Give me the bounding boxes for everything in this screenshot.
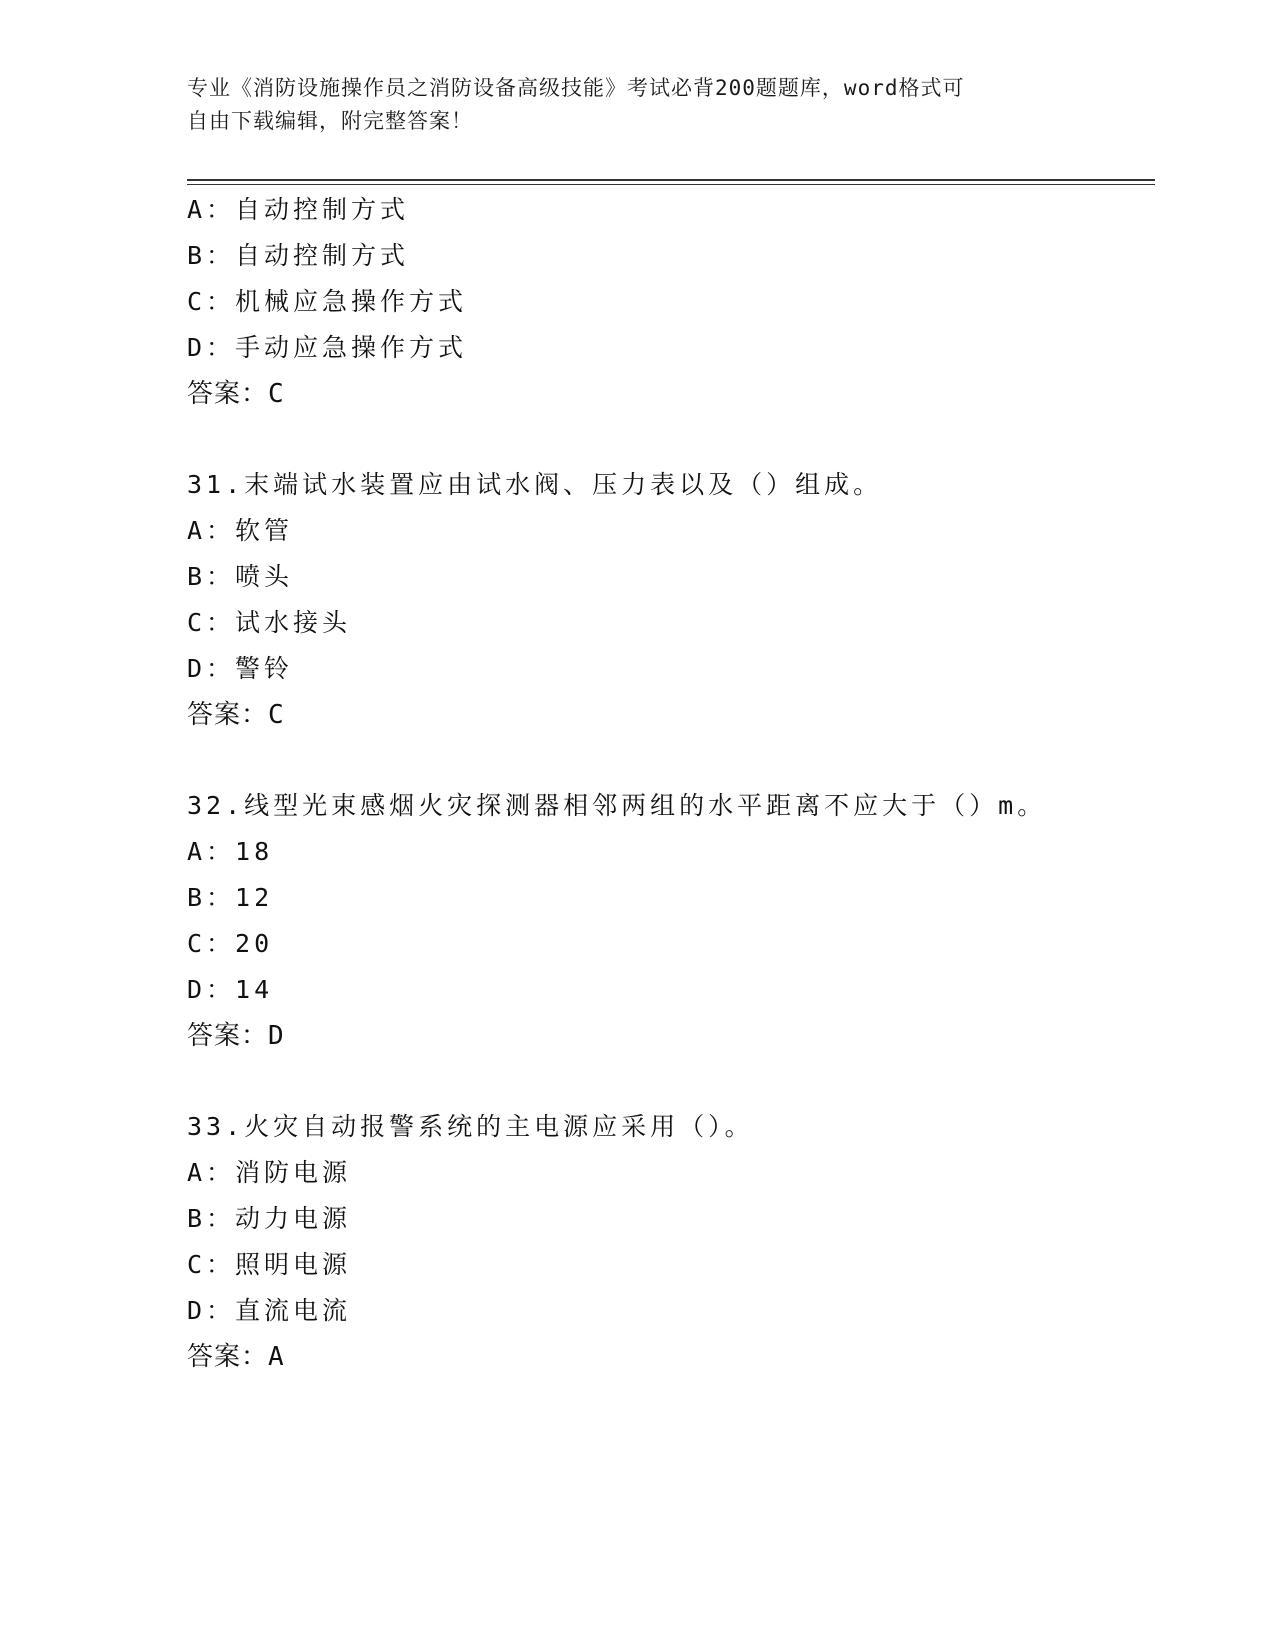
- answer-line: 答案：C: [187, 700, 285, 730]
- question-text: 33.火灾自动报警系统的主电源应采用（）。: [187, 1112, 754, 1141]
- question-33-block: [187, 1104, 1155, 1380]
- answer-line: 答案：C: [187, 379, 285, 409]
- option-b: B：自动控制方式: [187, 241, 410, 270]
- option-d: D：直流电流: [187, 1296, 352, 1325]
- option-b: B：喷头: [187, 562, 294, 591]
- question-text: 31.末端试水装置应由试水阀、压力表以及（）组成。: [187, 470, 883, 499]
- answer-line: 答案：A: [187, 1342, 285, 1372]
- option-c: C：照明电源: [187, 1250, 352, 1279]
- option-a: A：18: [187, 837, 274, 866]
- option-a: A：自动控制方式: [187, 195, 410, 224]
- option-d: D：手动应急操作方式: [187, 333, 468, 362]
- document-header: [187, 72, 1067, 138]
- question-spacer: [187, 738, 1155, 783]
- option-b: B：动力电源: [187, 1204, 352, 1233]
- question-spacer: [187, 417, 1155, 462]
- header-line-1: 专业《消防设施操作员之消防设备高级技能》考试必背200题题库，word格式可: [187, 76, 965, 100]
- header-line-2: 自由下载编辑，附完整答案！: [187, 109, 473, 133]
- option-d: D：警铃: [187, 654, 294, 683]
- question-30-block: [187, 187, 1155, 417]
- option-c: C：机械应急操作方式: [187, 287, 468, 316]
- option-a: A：消防电源: [187, 1158, 352, 1187]
- question-spacer: [187, 1059, 1155, 1104]
- option-a: A：软管: [187, 516, 294, 545]
- answer-line: 答案：D: [187, 1021, 285, 1051]
- question-list: [187, 187, 1155, 1380]
- option-c: C：试水接头: [187, 608, 352, 637]
- question-32-block: [187, 783, 1155, 1059]
- option-c: C：20: [187, 929, 274, 958]
- option-d: D：14: [187, 975, 274, 1004]
- option-b: B：12: [187, 883, 274, 912]
- header-divider-thin: [187, 184, 1155, 185]
- question-31-block: [187, 462, 1155, 738]
- header-divider-thick: [187, 179, 1155, 181]
- question-text: 32.线型光束感烟火灾探测器相邻两组的水平距离不应大于（）m。: [187, 791, 1047, 820]
